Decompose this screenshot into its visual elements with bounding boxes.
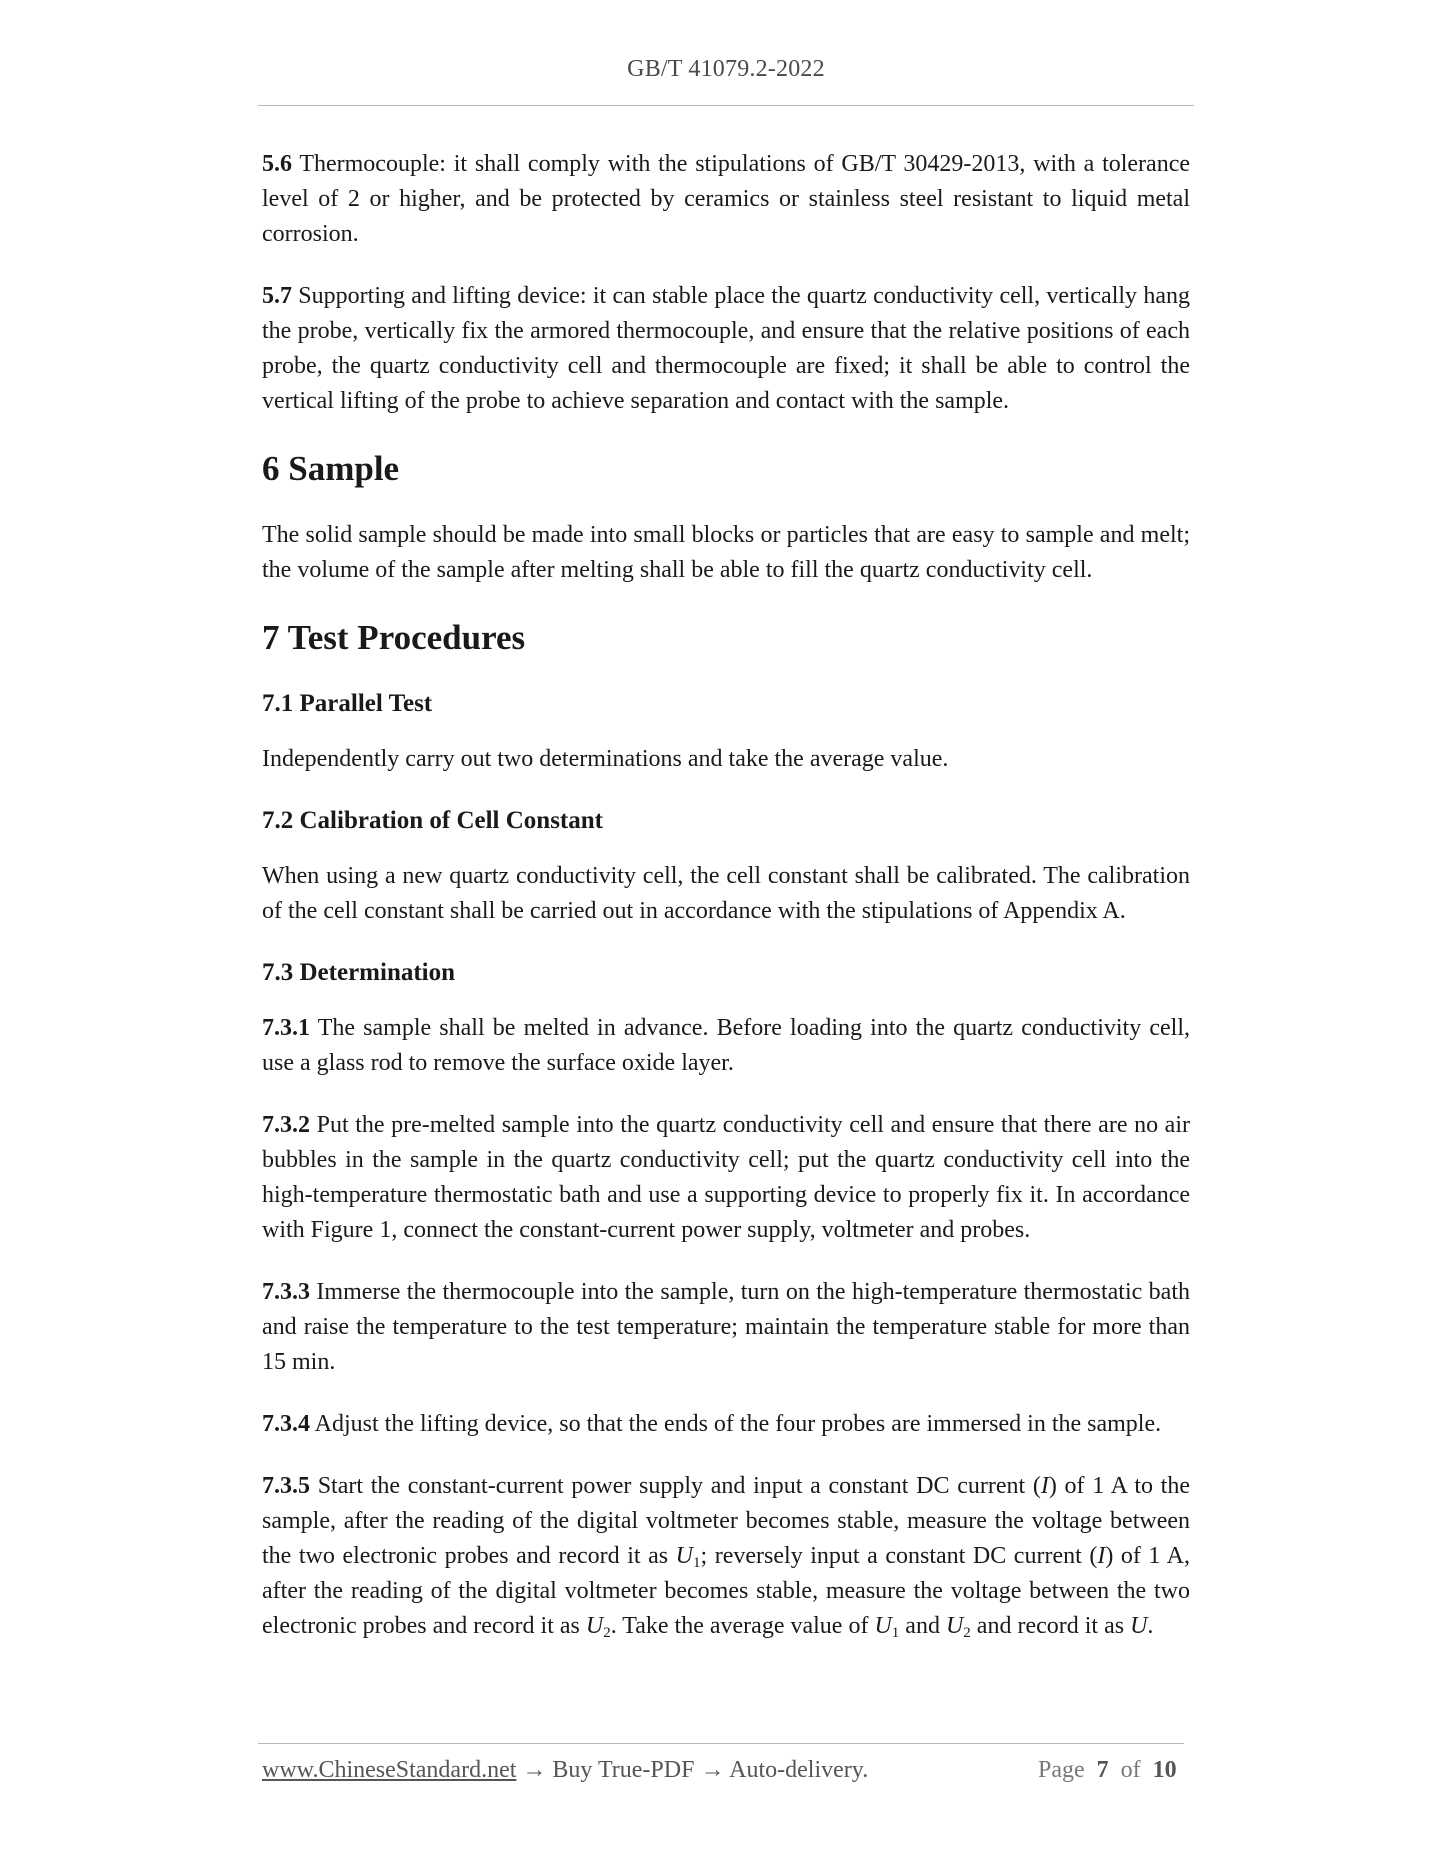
arrow-icon: → — [516, 1757, 553, 1783]
clause-5-7 — [262, 279, 1190, 419]
section-6-text: The solid sample should be made into small blocks or particles that are easy to sample and melt; the volume of the sample after melting shall be able to fill the quartz conductivity cell. — [262, 522, 1190, 583]
subscript: 1 — [693, 1555, 701, 1571]
subscript: 1 — [891, 1625, 900, 1641]
subscript: 2 — [603, 1625, 611, 1641]
clause-number: 5.6 — [262, 151, 292, 177]
clause-text: . Take the average value of — [610, 1613, 875, 1639]
subsection-7-2-heading: 7.2 Calibration of Cell Constant — [262, 807, 603, 834]
section-7-heading: 7 Test Procedures — [262, 618, 526, 657]
subsection-7-2-text: When using a new quartz conductivity cell, the cell constant shall be calibrated. The calibration of the cell constant shall be carried out in accordance with the stipulations of Appendix A. — [262, 863, 1190, 924]
clause-text: ) of 1 A to the sample, after the reading of the digital voltmeter becomes stable, measure the voltage between the two electronic probes and record it as — [262, 1473, 1191, 1569]
clause-number: 7.3.2 — [262, 1112, 310, 1138]
clause-text: . — [1147, 1613, 1154, 1639]
clause-text: and — [899, 1613, 946, 1639]
clause-text: ) of 1 A, after the reading of the digital voltmeter becomes stable, measure the voltage between the two electronic probes and record it as — [262, 1543, 1191, 1639]
page-label: Page — [1038, 1757, 1085, 1783]
clause-text: and record it as — [970, 1613, 1131, 1639]
clause-number: 5.7 — [262, 283, 292, 309]
clause-number: 7.3.4 — [262, 1411, 310, 1437]
section-6-heading: 6 Sample — [262, 449, 400, 488]
subscript: 2 — [963, 1625, 971, 1641]
voltage-symbol: U — [675, 1543, 694, 1569]
clause-number: 7.3.3 — [262, 1279, 310, 1305]
clause-text: Start the constant-current power supply and input a constant DC current ( — [310, 1473, 1041, 1499]
clause-text: Put the pre-melted sample into the quartz conductivity cell and ensure that there are no air bubbles in the sample in the quartz conductivity cell; put the quartz conductivity cell into the high-temperature thermostatic bath and use a supporting device to properly fix it. In accordance with Figure 1, connect the constant-current power supply, voltmeter and probes. — [262, 1112, 1190, 1243]
delivery-text: Auto-delivery. — [729, 1757, 869, 1783]
current-symbol: I — [1097, 1543, 1106, 1569]
clause-7-3-2 — [262, 1108, 1190, 1248]
clause-number: 7.3.1 — [262, 1015, 310, 1041]
footer-promo — [262, 1757, 868, 1784]
page-total: 10 — [1152, 1757, 1177, 1783]
subsection-7-1-text: Independently carry out two determinations and take the average value. — [262, 746, 949, 772]
page-header: GB/T 41079.2-2022 — [627, 56, 825, 82]
subsection-7-3-heading: 7.3 Determination — [262, 959, 456, 986]
document-body — [262, 147, 1190, 1671]
voltage-symbol: U — [1130, 1613, 1148, 1639]
clause-5-6 — [262, 147, 1190, 252]
clause-number: 7.3.5 — [262, 1473, 310, 1499]
of-label: of — [1120, 1757, 1141, 1783]
voltage-symbol: U — [945, 1613, 964, 1639]
clause-7-3-1 — [262, 1011, 1190, 1081]
clause-text: Supporting and lifting device: it can stable place the quartz conductivity cell, vertically hang the probe, vertically fix the armored thermocouple, and ensure that the relative positions of each probe, the quartz conductivity cell and thermocouple are fixed; it shall be able to control the vertical lifting of the probe to achieve separation and contact with the sample. — [262, 283, 1190, 414]
header-divider — [258, 105, 1194, 106]
buy-text: Buy True-PDF — [552, 1757, 695, 1783]
clause-text: Thermocouple: it shall comply with the stipulations of GB/T 30429-2013, with a tolerance level of 2 or higher, and be protected by ceramics or stainless steel resistant to liquid metal corrosion. — [262, 151, 1190, 247]
voltage-symbol: U — [585, 1613, 604, 1639]
current-symbol: I — [1040, 1473, 1049, 1499]
page-indicator — [1038, 1757, 1177, 1784]
subsection-7-1-heading: 7.1 Parallel Test — [262, 690, 433, 717]
site-link[interactable]: www.ChineseStandard.net — [262, 1757, 517, 1783]
clause-7-3-3 — [262, 1275, 1190, 1380]
clause-7-3-4 — [262, 1407, 1190, 1442]
clause-text: ; reversely input a constant DC current ( — [700, 1543, 1098, 1569]
footer-divider — [258, 1743, 1184, 1744]
clause-text: Immerse the thermocouple into the sample, turn on the high-temperature thermostatic bath and raise the temperature to the test temperature; maintain the temperature stable for more than 15 min. — [262, 1279, 1190, 1375]
page-number: 7 — [1096, 1757, 1109, 1783]
voltage-symbol: U — [874, 1613, 892, 1639]
clause-7-3-5 — [262, 1469, 1190, 1644]
arrow-icon: → — [694, 1757, 730, 1783]
clause-text: The sample shall be melted in advance. Before loading into the quartz conductivity cell, use a glass rod to remove the surface oxide layer. — [262, 1015, 1190, 1076]
clause-text: Adjust the lifting device, so that the ends of the four probes are immersed in the sample. — [310, 1411, 1162, 1437]
